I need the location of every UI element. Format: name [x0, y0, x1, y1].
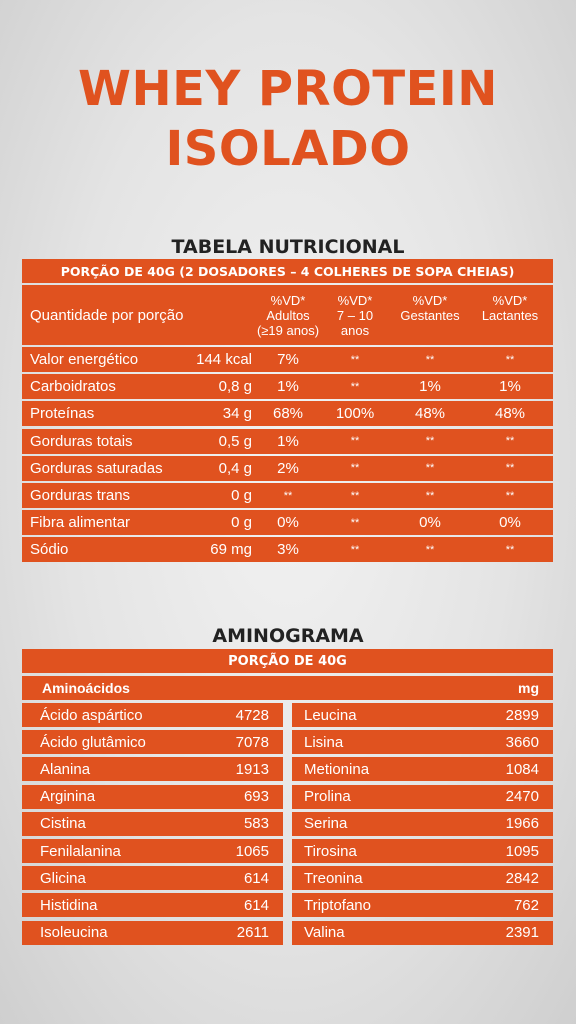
amino-name: Alanina: [40, 760, 91, 778]
nutrition-header-row: [22, 285, 553, 345]
nutrient-vd-value: **: [350, 435, 360, 448]
nutrition-row: [22, 347, 553, 372]
amino-row-right: [292, 921, 553, 945]
amino-value: 1065: [235, 842, 269, 860]
amino-value: 1084: [505, 760, 539, 778]
amino-row-left: [22, 839, 283, 863]
nutrient-name: Sódio: [30, 541, 69, 559]
nutrient-name: Gorduras trans: [30, 487, 131, 504]
vd-header-line: 7 – 10: [336, 307, 374, 323]
nutrient-vd-value: 48%: [414, 405, 446, 423]
amino-value: 2611: [236, 924, 269, 942]
nutrient-name: Valor energético: [30, 351, 139, 368]
vd-column-header: [315, 285, 395, 345]
nutrition-row: [22, 537, 553, 562]
nutrient-vd-value: 1%: [419, 378, 441, 396]
nutrient-quantity: 0,4 g: [218, 459, 252, 477]
amino-name: Serina: [304, 815, 348, 833]
amino-name: Isoleucina: [40, 924, 108, 942]
nutrition-row: [22, 401, 553, 426]
vd-header-line: %VD*: [270, 292, 306, 308]
nutrient-vd-value: **: [505, 489, 515, 502]
nutrition-table: [22, 259, 553, 565]
nutrient-quantity: 69 mg: [210, 541, 252, 559]
amino-name: Lisina: [304, 733, 344, 751]
nutrient-name: Carboidratos: [30, 378, 116, 396]
amino-row-left: [22, 703, 283, 727]
nutrient-name: Gorduras saturadas: [30, 459, 163, 477]
amino-row-right: [292, 757, 553, 781]
amino-row-right: [292, 785, 553, 809]
nutrient-quantity: 34 g: [222, 405, 252, 423]
nutrient-vd-value: **: [350, 353, 360, 366]
amino-row-right: [292, 730, 553, 754]
nutrient-quantity: 0,8 g: [218, 378, 252, 396]
nutrient-vd-value: 1%: [499, 378, 521, 396]
amino-value: 3660: [505, 733, 539, 751]
amino-value: 2842: [505, 869, 539, 887]
amino-value: 2391: [505, 924, 539, 942]
nutrition-portion-label: PORÇÃO DE 40G (2 DOSADORES – 4 COLHERES DE SOPA CHEIAS): [60, 263, 515, 279]
nutrient-quantity: 144 kcal: [196, 351, 252, 368]
amino-value: 2899: [505, 706, 539, 724]
nutrient-name: Proteínas: [30, 405, 95, 423]
nutrition-row: [22, 510, 553, 535]
vd-header-line: %VD*: [412, 292, 448, 308]
amino-value: 7078: [235, 733, 269, 751]
nutrient-vd-value: **: [425, 435, 435, 448]
amino-row-right: [292, 839, 553, 863]
aminogram-title: AMINOGRAMA: [212, 625, 364, 647]
amino-row-right: [292, 703, 553, 727]
vd-header-line: Lactantes: [481, 307, 539, 323]
amino-name: Fenilalanina: [40, 842, 121, 860]
amino-name: Glicina: [40, 869, 86, 887]
nutrient-vd-value: **: [425, 462, 435, 475]
nutrition-row: [22, 429, 553, 454]
nutrient-vd-value: **: [350, 489, 360, 502]
nutrient-vd-value: 0%: [277, 514, 299, 532]
nutrient-quantity: 0 g: [231, 514, 252, 532]
vd-header-line: %VD*: [492, 292, 528, 308]
aminogram-unit-label: mg: [518, 680, 539, 696]
aminogram-table: [22, 649, 553, 949]
aminogram-portion-label: PORÇÃO DE 40G: [228, 653, 347, 669]
vd-header-line: (≥19 anos): [256, 322, 320, 338]
amino-row-left: [22, 785, 283, 809]
amino-row-right: [292, 866, 553, 890]
amino-name: Leucina: [304, 706, 357, 724]
amino-row-left: [22, 757, 283, 781]
product-title-line1: WHEY PROTEIN: [78, 61, 498, 117]
amino-name: Tirosina: [304, 842, 357, 860]
amino-row-left: [22, 921, 283, 945]
nutrition-row: [22, 374, 553, 399]
nutrient-vd-value: **: [350, 462, 360, 475]
amino-name: Ácido glutâmico: [40, 733, 146, 751]
nutrient-vd-value: 0%: [499, 514, 521, 532]
nutrient-vd-value: **: [350, 516, 360, 529]
nutrient-vd-value: **: [505, 353, 515, 366]
vd-column-header: [390, 285, 470, 345]
amino-value: 614: [243, 869, 269, 887]
amino-name: Histidina: [40, 896, 98, 914]
amino-name: Cistina: [40, 815, 86, 833]
amino-row-left: [22, 866, 283, 890]
nutrient-vd-value: 1%: [277, 432, 299, 450]
amino-value: 693: [243, 788, 269, 806]
vd-header-line: Gestantes: [400, 307, 460, 323]
nutrient-vd-value: **: [425, 489, 435, 502]
product-title-line2: ISOLADO: [165, 121, 411, 177]
amino-value: 614: [243, 896, 269, 914]
nutrient-vd-value: **: [425, 543, 435, 556]
nutrient-vd-value: 68%: [272, 405, 304, 423]
nutrient-quantity: 0 g: [231, 487, 252, 504]
amino-name: Metionina: [304, 760, 370, 778]
amino-name: Triptofano: [304, 896, 371, 914]
amino-name: Ácido aspártico: [40, 706, 143, 724]
nutrient-quantity: 0,5 g: [218, 432, 252, 450]
nutrition-row: [22, 456, 553, 481]
nutrition-row: [22, 483, 553, 508]
nutrient-name: Fibra alimentar: [30, 514, 131, 532]
nutrient-vd-value: 2%: [277, 459, 299, 477]
amino-value: 2470: [505, 788, 539, 806]
amino-value: 762: [513, 896, 539, 914]
amino-row-right: [292, 812, 553, 836]
amino-row-left: [22, 812, 283, 836]
amino-row-left: [22, 730, 283, 754]
amino-name: Treonina: [304, 869, 363, 887]
amino-name: Arginina: [40, 788, 96, 806]
nutrient-vd-value: 3%: [277, 541, 299, 559]
nutrient-vd-value: 7%: [277, 351, 299, 368]
nutrient-vd-value: **: [350, 543, 360, 556]
vd-column-header: [470, 285, 550, 345]
nutrient-vd-value: **: [505, 462, 515, 475]
nutrient-vd-value: **: [425, 353, 435, 366]
amino-row-right: [292, 893, 553, 917]
nutrient-name: Gorduras totais: [30, 432, 133, 450]
aminogram-header-row: [22, 676, 553, 700]
nutrient-vd-value: **: [505, 543, 515, 556]
vd-header-line: Adultos: [266, 307, 310, 323]
amino-value: 1913: [235, 760, 269, 778]
amino-value: 4728: [235, 706, 269, 724]
amino-value: 1966: [505, 815, 539, 833]
vd-header-line: anos: [340, 322, 370, 338]
aminogram-col-label: Aminoácidos: [42, 680, 130, 696]
nutrient-vd-value: 48%: [494, 405, 526, 423]
amino-name: Prolina: [304, 788, 351, 806]
nutrient-vd-value: **: [505, 435, 515, 448]
amino-value: 583: [243, 815, 269, 833]
nutrient-vd-value: 100%: [335, 405, 375, 423]
amino-name: Valina: [304, 924, 345, 942]
nutrient-vd-value: **: [350, 380, 360, 393]
nutrition-table-title: TABELA NUTRICIONAL: [171, 236, 405, 258]
nutrient-vd-value: 1%: [277, 378, 299, 396]
vd-header-line: %VD*: [337, 292, 373, 308]
nutrition-portion-row: [22, 259, 553, 283]
aminogram-portion-row: [22, 649, 553, 673]
nutrition-header-label: Quantidade por porção: [30, 306, 184, 324]
amino-row-left: [22, 893, 283, 917]
amino-value: 1095: [505, 842, 539, 860]
nutrient-vd-value: **: [283, 489, 293, 502]
nutrient-vd-value: 0%: [419, 514, 441, 532]
